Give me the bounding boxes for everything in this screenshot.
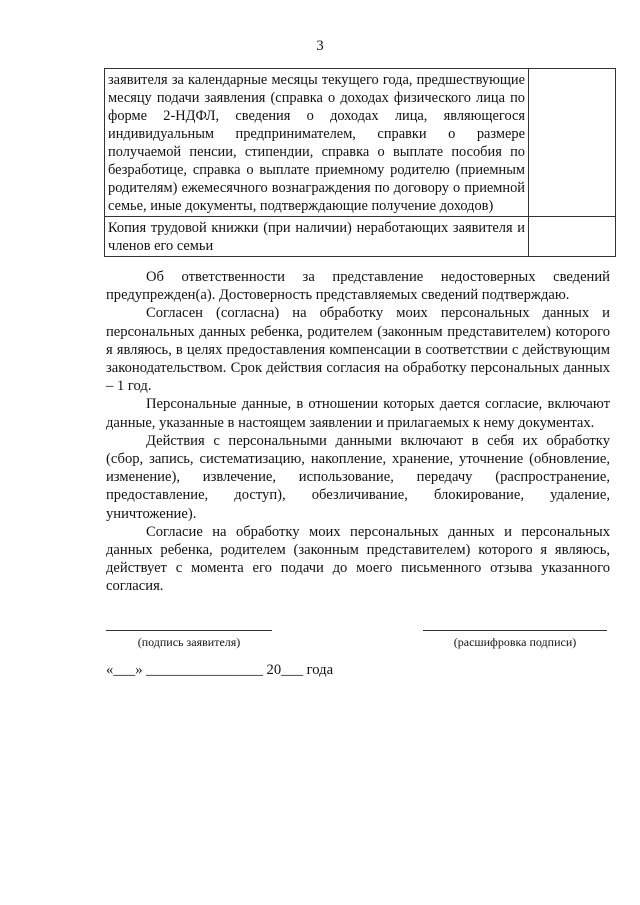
date-line: «___» ________________ 20___ года (106, 662, 334, 678)
paragraph-validity: Согласие на обработку моих персональных данных и персональных данных ребенка, родителем (законным представителем) которого я являюсь, действует с момента его подачи до моего письменного отзыва указанного согласия. (106, 523, 610, 595)
paragraph-responsibility: Об ответственности за представление недостоверных сведений предупрежден(а). Достоверность представляемых сведений подтверждаю. (106, 269, 610, 304)
table-row (105, 217, 616, 257)
signature-line (106, 630, 272, 631)
signature-label: (подпись заявителя) (137, 635, 241, 649)
table-cell-value (529, 217, 616, 257)
paragraph-consent: Согласен (согласна) на обработку моих персональных данных и персональных данных ребенка, родителем (законным представителем) которого я являюсь, в целях предоставления компенсации в соответствии с действующим законодательством. Срок действия согласия на обработку персональных данных – 1 год. (106, 305, 610, 395)
table-row (105, 69, 616, 217)
consent-text (106, 268, 610, 596)
paragraph-processing-actions: Действия с персональными данными включают в себя их обработку (сбор, запись, систематизацию, накопление, хранение, уточнение (обновление, изменение), извлечение, использование, передачу (распространение, предоставление, доступ), обезличивание, блокирование, удаление, уничтожение). (106, 432, 610, 522)
documents-table (104, 68, 616, 257)
paragraph-personal-data: Персональные данные, в отношении которых дается согласие, включают данные, указанные в настоящем заявлении и прилагаемых к нему документах. (106, 396, 610, 431)
table-cell-document: Копия трудовой книжки (при наличии) неработающих заявителя и членов его семьи (105, 217, 529, 257)
table-cell-document: заявителя за календарные месяцы текущего года, предшествующие месяцу подачи заявления (справка о доходах физического лица по форме 2-НДФЛ, сведения о доходах лица, являющегося индивидуальным предпринимателем, справки о размере получаемой пенсии, стипендии, справка о выплате пособия по безработице, справка о выплате приемному родителю (приемным родителям) ежемесячного вознаграждения по договору о приемной семье, иные документы, подтверждающие получение доходов) (105, 69, 529, 217)
signature-transcript-label: (расшифровка подписи) (453, 635, 577, 649)
page-number: 3 (316, 38, 324, 54)
signature-transcript-line (423, 630, 607, 631)
table-cell-value (529, 69, 616, 217)
